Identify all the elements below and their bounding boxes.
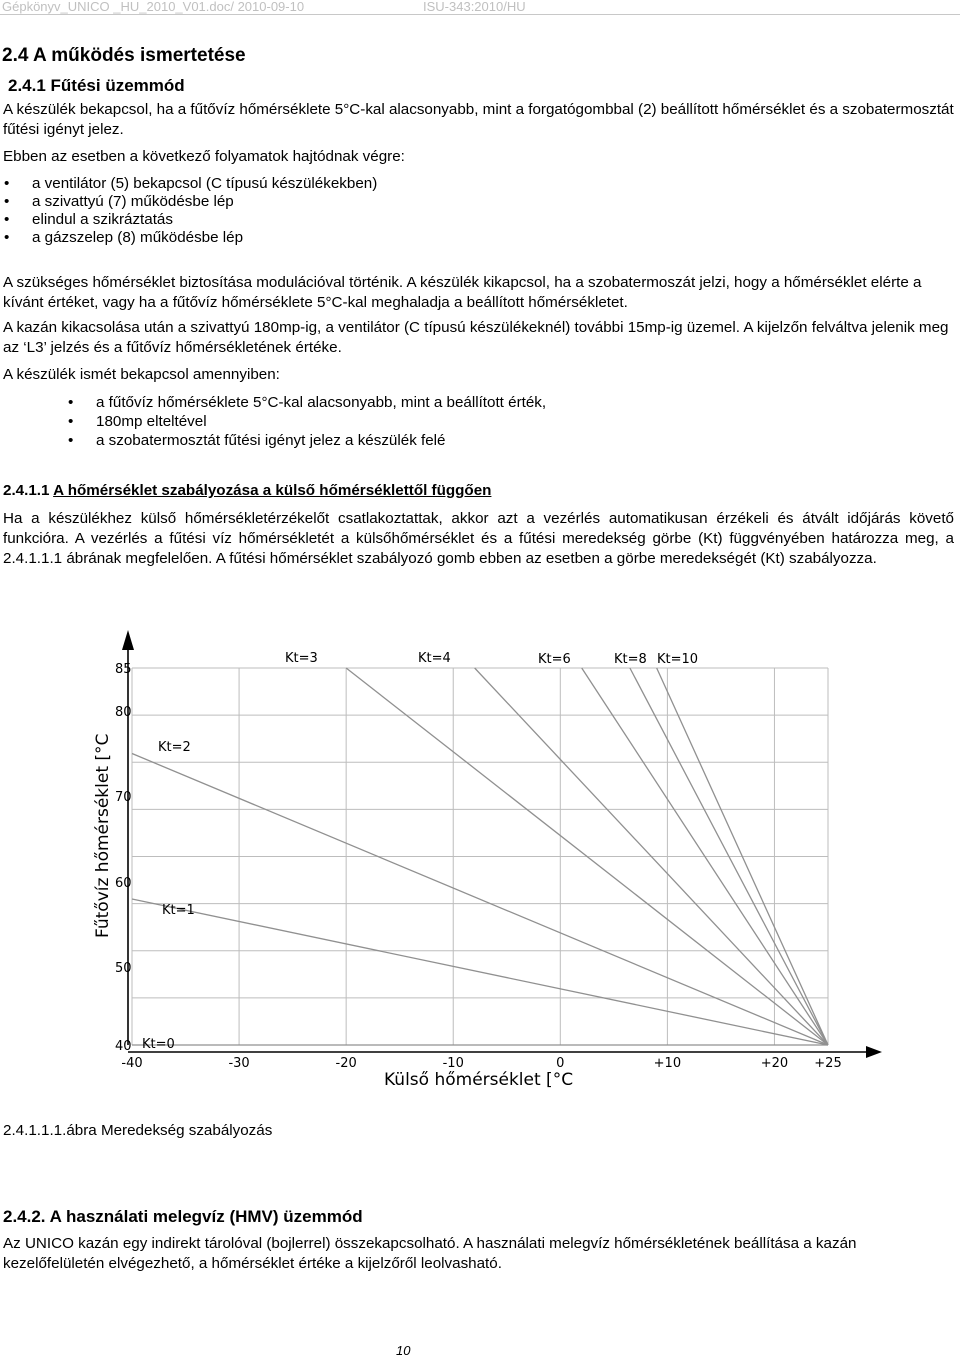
section-title: 2.4 A működés ismertetése	[2, 45, 246, 66]
x-tick-label: -40	[121, 1056, 143, 1071]
x-tick-label: 0	[556, 1056, 565, 1071]
y-tick-label: 80	[115, 705, 132, 720]
series-label: Kt=3	[285, 651, 318, 666]
x-tick-label: -30	[228, 1056, 250, 1071]
x-axis-title: Külső hőmérséklet [°C	[384, 1070, 574, 1090]
outdoor-control-heading	[3, 482, 491, 499]
chart-grid	[128, 650, 868, 1052]
dhw-paragraph: Az UNICO kazán egy indirekt tárolóval (bojlerrel) összekapcsolható. A használati melegvíz hőmérsékletének beállítása a kazán kezelőfelületén elvégezhető, a hőmérséklet értéke a kijelzőről leolvasható.	[3, 1235, 857, 1272]
y-tick-label: 40	[115, 1039, 132, 1054]
series-label: Kt=6	[538, 652, 571, 667]
outdoor-control-paragraph: Ha a készülékhez külső hőmérsékletérzékelőt csatlakoztattak, akkor azt a vezérlés automatikusan érzékeli és átvált időjárás követő funkcióra. A vezérlés a fűtési víz hőmérsékletét a külsőhőmérséklet és a fűtési meredekség görbe (Kt) függvényében határozza meg, a 2.4.1.1.1 ábrának megfelelően. A fűtési hőmérséklet szabályozó gomb ebben az esetben a görbe meredekségét (Kt) szabályozza.	[3, 510, 954, 567]
y-tick-label: 60	[115, 876, 132, 891]
series-label: Kt=0	[142, 1037, 175, 1052]
page-header	[0, 0, 960, 15]
outdoor-control-number: 2.4.1.1	[3, 482, 50, 499]
heating-steps-list	[32, 175, 377, 247]
page-number: 10	[396, 1343, 411, 1358]
list-item: • a szobatermosztát fűtési igényt jelez a készülék felé	[96, 431, 546, 450]
y-axis-arrow-icon	[122, 630, 134, 650]
outdoor-control-title: A hőmérséklet szabályozása a külső hőmérséklettől függően	[53, 482, 492, 499]
list-item: • a szivattyú (7) működésbe lép	[32, 193, 377, 211]
heating-paragraph-4: A kazán kikacsolása után a szivattyú 180mp-ig, a ventilátor (C típusú készülékeknél) további 15mp-ig üzemel. A kijelzőn felváltva jelenik meg az ‘L3’ jelzés és a fűtővíz hőmérsékletének értéke.	[3, 319, 949, 356]
restart-conditions-list	[96, 393, 546, 450]
series-label: Kt=8	[614, 652, 647, 667]
x-tick-label: -10	[442, 1056, 464, 1071]
list-item: • a fűtővíz hőmérséklete 5°C-kal alacsonyabb, mint a beállított érték,	[96, 393, 546, 412]
x-tick-label: -20	[335, 1056, 357, 1071]
chart-labels	[115, 651, 842, 1071]
y-tick-label: 70	[115, 790, 132, 805]
dhw-mode-title: 2.4.2. A használati melegvíz (HMV) üzemmód	[3, 1207, 363, 1226]
series-label: Kt=2	[158, 740, 191, 755]
header-filename: Gépkönyv_UNICO _HU_2010_V01.doc/ 2010-09-10	[2, 0, 305, 14]
y-axis-title: Fűtővíz hőmérséklet [°C	[93, 733, 113, 938]
y-tick-label: 50	[115, 961, 132, 976]
x-tick-label: +25	[814, 1056, 842, 1071]
figure-caption: 2.4.1.1.1.ábra Meredekség szabályozás	[3, 1122, 273, 1139]
slope-chart	[0, 620, 960, 1100]
x-tick-label: +10	[653, 1056, 682, 1071]
series-label: Kt=4	[418, 651, 451, 666]
list-item: • 180mp elteltével	[96, 412, 546, 431]
list-item: • elindul a szikráztatás	[32, 211, 377, 229]
list-item: • a ventilátor (5) bekapcsol (C típusú készülékekben)	[32, 175, 377, 193]
series-line-kt1	[132, 899, 828, 1045]
heating-paragraph-2: Ebben az esetben a következő folyamatok hajtódnak végre:	[3, 148, 405, 165]
heating-paragraph-5: A készülék ismét bekapcsol amennyiben:	[3, 366, 280, 383]
series-line-kt2	[132, 754, 828, 1046]
x-axis-arrow-icon	[866, 1046, 882, 1058]
header-doc-code: ISU-343:2010/HU	[423, 0, 526, 14]
heating-paragraph-3: A szükséges hőmérséklet biztosítása modulációval történik. A készülék kikapcsol, ha a szobatermoszát jelzi, hogy a hőmérséklet elérte a kívánt értéket, vagy ha a fűtővíz hőmérséklete 5°C-kal meghaladja a beállított hőmérsékletet.	[3, 274, 922, 311]
x-tick-label: +20	[760, 1056, 789, 1071]
heating-mode-title: 2.4.1 Fűtési üzemmód	[8, 76, 185, 95]
series-label: Kt=1	[162, 903, 195, 918]
series-label: Kt=10	[657, 652, 699, 667]
y-tick-label: 85	[115, 662, 132, 677]
list-item: • a gázszelep (8) működésbe lép	[32, 229, 377, 247]
heating-paragraph-1: A készülék bekapcsol, ha a fűtővíz hőmérséklete 5°C-kal alacsonyabb, mint a forgatógombbal (2) beállított hőmérséklet és a szobatermosztát fűtési igényt jelez.	[3, 101, 954, 138]
